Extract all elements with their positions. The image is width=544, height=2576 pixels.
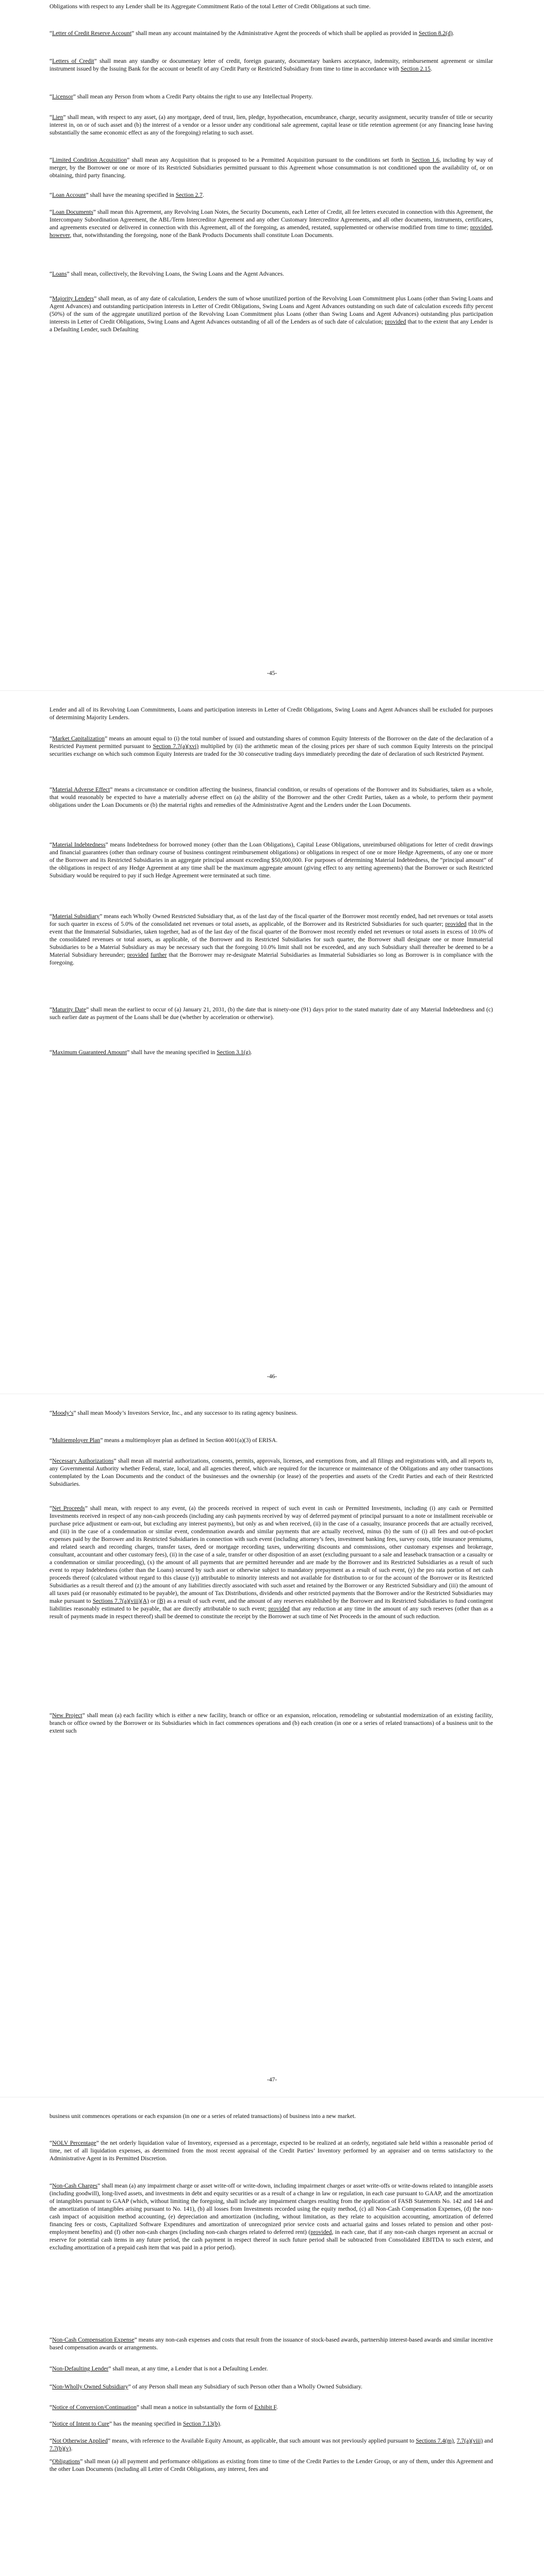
definition-paragraph <box>50 912 493 967</box>
paragraph-text: “ <box>50 2437 53 2444</box>
section-cross-reference-link[interactable]: Section 2.7 <box>175 192 203 198</box>
definition-paragraph <box>50 1436 493 1444</box>
paragraph-text: and <box>483 2437 493 2444</box>
section-cross-reference-link[interactable]: Section 7.13(b) <box>183 2420 220 2427</box>
page <box>0 1406 544 2092</box>
paragraph-text: ” shall mean all material authorizations, consents, permits, approvals, licenses, and exemptions from, and all filings and registrations with, and all reports to, any Governmental Authority whether Federal, state, local, and all agencies thereof, which are required for the incurrence or maintenance of the Obligations and any other transactions contemplated by the Loan Documents and the conduct of the businesses and the ownership (or lease) of the properties and assets of the Credit Parties and each of their Restricted Subsidiaries. <box>50 1458 493 1487</box>
definition-paragraph <box>50 841 493 879</box>
paragraph-text: “ <box>50 2383 53 2390</box>
defined-term: provided <box>310 2229 332 2235</box>
defined-term: Non-Defaulting Lender <box>52 2365 109 2372</box>
paragraph-text: “ <box>50 2458 53 2465</box>
defined-term: Letter of Credit Reserve Account <box>52 30 132 37</box>
paragraph-text: “ <box>50 1458 53 1464</box>
page <box>0 2110 544 2576</box>
defined-term: Non-Wholly Owned Subsidiary <box>52 2383 128 2390</box>
paragraph-text: “ <box>50 93 53 100</box>
paragraph-text: ” shall mean the earliest to occur of (a) January 21, 2031, (b) the date that is ninety-one (91) days prior to the stated maturity date of any Material Indebtedness and (c) such earlier date as payment of the Loans shall be due (whether by acceleration or otherwise). <box>50 1006 493 1021</box>
paragraph-text: ” means a multiemployer plan as defined in Section 4001(a)(3) of ERISA. <box>100 1437 278 1444</box>
paragraph-text: “ <box>50 2336 53 2343</box>
section-cross-reference-link[interactable]: Sections 7.4(m) <box>416 2437 454 2444</box>
paragraph-text: “ <box>50 58 53 64</box>
definition-paragraph <box>50 706 493 721</box>
defined-term: Non-Cash Charges <box>52 2182 98 2189</box>
defined-term: New Project <box>52 1712 83 1719</box>
definition-paragraph <box>50 93 493 100</box>
paragraph-text: ” shall mean Moody’s Investors Service, Inc., and any successor to its rating agency business. <box>73 1410 298 1416</box>
definition-paragraph <box>50 113 493 137</box>
defined-term: however <box>50 232 70 239</box>
definition-paragraph <box>50 1006 493 1021</box>
section-cross-reference-link[interactable]: Section 1.6 <box>411 157 440 163</box>
paragraph-text: “ <box>50 841 53 848</box>
paragraph-text: ” means an amount equal to (i) the total number of issued and outstanding shares of common Equity Interests of the Borrower on the date of the declaration of a Restricted Payment permitted pursuant to <box>50 735 493 750</box>
paragraph-text: ” of any Person shall mean any Subsidiary of such Person other than a Wholly Owned Subsidiary. <box>128 2383 362 2390</box>
paragraph-text: ” shall mean (a) each facility which is either a new facility, branch or office or an expansion, relocation, remodeling or substantial modernization of an existing facility, branch or office owned by the Borrower or its Subsidiaries which in fact commences operations and (b) each creation (in one or a series of related transactions) of a business unit to the extent such <box>50 1712 493 1734</box>
defined-term: Letters of Credit <box>52 58 94 64</box>
definition-paragraph <box>50 2458 493 2473</box>
paragraph-text: ” shall mean, with respect to any event, (a) the proceeds received in respect of such event in cash or Permitted Investments, including (i) any cash or Permitted Investments received in respect of any non-cash proceeds (including any cash payments received by way of deferred payment of principal pursuant to a note or installment receivable or purchase price adjustment or earn-out, but excluding any interest payments), but only as and when received, (ii) in the case of a casualty, insurance proceeds that are actually received, and (iii) in the case of a condemnation or similar event, condemnation awards and similar payments that are actually received, minus (b) the sum of (i) all fees and out-of-pocket expenses paid by the Borrower and its Restricted Subsidiaries in connection with such event (including attorney’s fees, investment banking fees, survey costs, title insurance premiums, and related search and recording charges, transfer taxes, deed or mortgage recording taxes, underwriting discounts and commissions, other customary expenses and brokerage, consultant, accountant and other customary fees), (ii) in the case of a sale, transfer or other disposition of an asset (excluding pursuant to a sale and leaseback transaction or a casualty or a condemnation or similar proceeding), (x) the amount of all payments that are permitted hereunder and are made by the Borrower and its Restricted Subsidiaries as a result of such event to repay Indebtedness (other than the Loans) secured by such asset or otherwise subject to mandatory prepayment as a result of such event, (y) the pro rata portion of net cash proceeds thereof (calculated without regard to this clause (y)) attributable to minority interests and not available for distribution to or for the account of the Borrower or its Restricted Subsidiaries as a result thereof and (z) the amount of any liabilities directly associated with such asset and retained by the Borrower or any Restricted Subsidiary and (iii) the amount of all taxes paid (or reasonably estimated to be payable), the amount of Tax Distributions, dividends and other restricted payments that the Borrower and/or the Restricted Subsidiaries may make pursuant to <box>50 1505 493 1604</box>
defined-term: Multiemployer Plan <box>52 1437 101 1444</box>
paragraph-text: that to the extent that any Lender is a Defaulting Lender, such Defaulting <box>50 318 493 333</box>
defined-term: Moody’s <box>52 1410 74 1416</box>
paragraph-text: ” has the meaning specified in <box>109 2420 183 2427</box>
paragraph-text: ” shall mean, at any time, a Lender that is not a Defaulting Lender. <box>108 2365 268 2372</box>
paragraph-text: “ <box>50 913 53 920</box>
paragraph-text: . <box>430 65 432 72</box>
definition-paragraph <box>50 735 493 758</box>
paragraph-text: . <box>202 192 204 198</box>
defined-term: Not Otherwise Applied <box>52 2437 108 2444</box>
paragraph-text: “ <box>50 1049 53 1056</box>
paragraph-text: . <box>71 2445 73 2452</box>
paragraph-text: . <box>220 2420 222 2427</box>
definition-paragraph <box>50 295 493 333</box>
defined-term: Non-Cash Compensation Expense <box>52 2336 135 2343</box>
definition-paragraph <box>50 1457 493 1488</box>
paragraph-text: Lender and all of its Revolving Loan Commitments, Loans and participation interests in Letter of Credit Obligations, Swing Loans and Agent Advances shall be excluded for purposes of determining Majority Lenders. <box>50 706 493 721</box>
definition-paragraph <box>50 2365 493 2372</box>
paragraph-text: . <box>250 1049 252 1056</box>
defined-term: Net Proceeds <box>52 1505 85 1512</box>
paragraph-text: ” shall mean, collectively, the Revolving Loans, the Swing Loans and the Agent Advances. <box>67 270 284 277</box>
paragraph-text: ” shall mean, as of any date of calculation, Lenders the sum of whose unutilized portion of the Revolving Loan Commitment plus Loans (other than Swing Loans and Agent Advances) and outstanding participation interests in Letter of Credit Obligations, Swing Loans and Agent Advances outstanding on such date of calculation exceeds fifty percent (50%) of the sum of the aggregate unutilized portion of the Revolving Loan Commitment plus Loans (other than Swing Loans and Agent Advances) outstanding plus participation interests in Letter of Credit Obligations, Swing Loans and Agent Advances outstanding of all of the Lenders as of such date of calculation; <box>50 295 493 325</box>
defined-term: provided <box>385 318 406 325</box>
paragraph-text: that in the event that the Immaterial Subsidiaries, taken together, had as of the last day of the fiscal quarter of the Borrower most recently ended net revenues or total assets in excess of 10.0% of the consolidated revenues or total assets, as applicable, of the Borrower and its Restricted Subsidiaries for such quarter, the Borrower shall designate one or more Immaterial Subsidiaries to be a Material Subsidiary as may be necessary such that the foregoing 10.0% limit shall not be exceeded, and any such Subsidiary shall thereafter be deemed to be a Material Subsidiary hereunder; <box>50 921 493 958</box>
paragraph-text: “ <box>50 2420 53 2427</box>
paragraph-text: “ <box>50 2404 53 2411</box>
section-cross-reference-link[interactable]: Section 8.2(d) <box>419 30 453 37</box>
defined-term: provided <box>445 921 467 927</box>
defined-term: Maturity Date <box>52 1006 87 1013</box>
defined-term: Market Capitalization <box>52 735 105 742</box>
paragraph-text: ” shall mean (a) all payment and performance obligations as existing from time to time of the Credit Parties to the Lender Group, or any of them, under this Agreement and the other Loan Documents (including all Letter of Credit Obligations, any interest, fees and <box>50 2458 493 2472</box>
defined-term: Material Adverse Effect <box>52 786 110 793</box>
definition-paragraph <box>50 2112 493 2120</box>
paragraph-text: “ <box>50 192 53 198</box>
defined-term: provided <box>127 952 149 958</box>
paragraph-text: “ <box>50 1410 53 1416</box>
page-separator <box>0 690 544 691</box>
paragraph-text: “ <box>50 114 53 121</box>
defined-term: Maximum Guaranteed Amount <box>52 1049 127 1056</box>
paragraph-text: “ <box>50 735 53 742</box>
paragraph-text: ” means each Wholly Owned Restricted Subsidiary that, as of the last day of the fiscal quarter of the Borrower most recently ended, had net revenues or total assets for such quarter in excess of 5.0% of the consolidated net revenues or total assets, as applicable, of the Borrower and its Restricted Subsidiaries for such quarter; <box>50 913 493 927</box>
paragraph-text: , <box>491 224 493 231</box>
defined-term: Necessary Authorizations <box>52 1458 114 1464</box>
paragraph-text: “ <box>50 30 53 37</box>
paragraph-text: . <box>276 2404 278 2411</box>
defined-term: Limited Condition Acquisition <box>52 157 127 163</box>
definition-paragraph <box>50 2336 493 2351</box>
paragraph-text: , in each case, that if any non-cash charges represent an accrual or reserve for potential cash items in any future period, the cash payment in respect thereof in such future period shall be subtracted from Consolidated EBITDA to such extent, and excluding amortization of a prepaid cash item that was paid in a prior period). <box>50 2229 493 2251</box>
paragraph-text: that any reduction at any time in the amount of any such reserves (other than as a result of payments made in respect thereof) shall be deemed to constitute the receipt by the Borrower at such time of Net Proceeds in the amount of such reduction. <box>50 1605 493 1620</box>
section-cross-reference-link[interactable]: Section 3.1(g) <box>217 1049 251 1056</box>
paragraph-text: as a result of such event, and the amount of any reserves established by the Borrower and its Restricted Subsidiaries to fund contingent liabilities reasonably estimated to be payable, that are directly attributable to such event; <box>50 1598 493 1612</box>
section-cross-reference-link[interactable]: 7.7(b)(v) <box>50 2445 71 2452</box>
definition-paragraph <box>50 786 493 809</box>
paragraph-text: “ <box>50 270 53 277</box>
definition-paragraph <box>50 156 493 179</box>
paragraph-text: “ <box>50 295 53 302</box>
paragraph-text: ” shall mean any account maintained by the Administrative Agent the proceeds of which shall be applied as provided in <box>131 30 419 37</box>
definition-paragraph <box>50 1409 493 1417</box>
section-cross-reference-link[interactable]: (B) <box>157 1598 166 1604</box>
paragraph-text: , <box>453 2437 457 2444</box>
definition-paragraph <box>50 1048 493 1056</box>
paragraph-text: ” shall have the meaning specified in <box>127 1049 217 1056</box>
paragraph-text: or <box>149 1598 157 1604</box>
paragraph-text: “ <box>50 209 53 215</box>
defined-term: Loan Documents <box>52 209 93 215</box>
paragraph-text: . <box>452 30 454 37</box>
page-number: -47- <box>267 2076 277 2083</box>
paragraph-text: ” shall mean, with respect to any asset, (a) any mortgage, deed of trust, lien, pledge, hypothecation, encumbrance, charge, security assignment, security transfer of title or security interest in, on or of such asset and (b) the interest of a vendor or a lessor under any conditional sale agreement, capital lease or title retention agreement (or any financing lease having substantially the same economic effect as any of the foregoing) relating to such asset. <box>50 114 493 136</box>
definition-paragraph <box>50 2420 493 2428</box>
page <box>0 0 544 685</box>
paragraph-text: Obligations with respect to any Lender shall be its Aggregate Commitment Ratio of the total Letter of Credit Obligations at such time. <box>50 3 371 10</box>
paragraph-text: ” means a circumstance or condition affecting the business, financial condition, or results of operations of the Borrower and its Subsidiaries, taken as a whole, that would reasonably be expected to have a materially adverse effect on (a) the ability of the Borrower and the other Credit Parties, taken as a whole, to perform their payment obligations under the Loan Documents or (b) the material rights and remedies of the Administrative Agent and the Lenders under the Loan Documents. <box>50 786 493 808</box>
paragraph-text: “ <box>50 1505 53 1512</box>
paragraph-text: “ <box>50 2140 53 2146</box>
paragraph-text: ” shall mean a notice in substantially the form of <box>136 2404 255 2411</box>
paragraph-text: ” shall mean this Agreement, any Revolving Loan Notes, the Security Documents, each Letter of Credit, all fee letters executed in connection with this Agreement, the Intercompany Subordination Agreement, the ABL/Term Intercreditor Agreement and any other Customary Intercreditor Agreements, and all other documents, instruments, certificates, and agreements executed or delivered in connection with this Agreement, all of the foregoing, as amended, restated, supplemented or otherwise modified from time to time; <box>50 209 493 231</box>
defined-term: Notice of Intent to Cure <box>52 2420 109 2427</box>
paragraph-text: ” means Indebtedness for borrowed money (other than the Loan Obligations), Capital Lease Obligations, unreimbursed obligations for letter of credit drawings and financial guarantees (other than ordinary course of business contingent reimbursement obligations) or obligations in respect of one or more Hedge Agreements, of any one or more of the Borrower and its Restricted Subsidiaries in an aggregate principal amount exceeding $50,000,000. For purposes of determining Material Indebtedness, the “principal amount” of the obligations in respect of any Hedge Agreement at any time shall be the maximum aggregate amount (giving effect to any netting agreements) that the Borrower or such Restricted Subsidiary would be required to pay if such Hedge Agreement were terminated at such time. <box>50 841 493 879</box>
paragraph-text: “ <box>50 786 53 793</box>
defined-term: Loan Account <box>52 192 86 198</box>
definition-paragraph <box>50 270 493 278</box>
definition-paragraph <box>50 1711 493 1735</box>
defined-term: provided <box>268 1605 290 1612</box>
definition-paragraph <box>50 3 493 10</box>
section-cross-reference-link[interactable]: Section 7.7(a)(xvi) <box>153 743 199 750</box>
page-number: -45- <box>267 670 277 676</box>
defined-term: Material Subsidiary <box>52 913 100 920</box>
defined-term: Licensor <box>52 93 73 100</box>
definition-paragraph <box>50 208 493 239</box>
paragraph-text: , that, notwithstanding the foregoing, none of the Bank Products Documents shall constitute Loan Documents. <box>70 232 334 239</box>
definition-paragraph <box>50 2403 493 2411</box>
defined-term: Loans <box>52 270 67 277</box>
paragraph-text: “ <box>50 1437 53 1444</box>
paragraph-text: ” means any non-cash expenses and costs that result from the issuance of stock-based awards, partnership interest-based awards and similar incentive based compensation awards or arrangements. <box>50 2336 493 2351</box>
section-cross-reference-link[interactable]: Exhibit F <box>254 2404 276 2411</box>
paragraph-text: ” shall have the meaning specified in <box>86 192 176 198</box>
paragraph-text: ” shall mean any standby or documentary letter of credit, foreign guaranty, documentary bankers acceptance, indemnity, reimbursement agreement or similar instrument issued by the Issuing Bank for the account or benefit of any Credit Party or Restricted Subsidiary from time to time in accordance with <box>50 58 493 72</box>
defined-term: Lien <box>52 114 63 121</box>
defined-term: Majority Lenders <box>52 295 94 302</box>
paragraph-text: “ <box>50 157 53 163</box>
definition-paragraph <box>50 2437 493 2452</box>
defined-term: further <box>150 952 167 958</box>
definition-paragraph <box>50 1504 493 1620</box>
defined-term: NOLV Percentage <box>52 2140 96 2146</box>
paragraph-text: ” shall mean (a) any impairment charge or asset write-off or write-down, including impairment charges or asset write-offs or write-downs related to intangible assets (including goodwill), long-lived assets, and investments in debt and equity securities or as a result of a change in law or regulation, in each case pursuant to GAAP, and the amortization of intangibles pursuant to GAAP (which, without limiting the foregoing, shall include any impairment charges resulting from the application of FASB Statements No. 142 and 144 and the amortization of intangibles arising pursuant to No. 141), (b) all losses from Investments recorded using the equity method, (c) all Non-Cash Compensation Expenses, (d) the non-cash impact of acquisition method accounting, (e) depreciation and amortization (including, without limitation, as they relate to acquisition accounting, amortization of deferred financing fees or costs, Capitalized Software Expenditures and amortization of unrecognized prior service costs and actuarial gains and losses related to pension and other post-employment benefits) and (f) other non-cash charges (including non-cash charges related to deferred rent) ( <box>50 2182 493 2235</box>
paragraph-text: ” shall mean any Acquisition that is proposed to be a Permitted Acquisition pursuant to the conditions set forth in <box>127 157 412 163</box>
section-cross-reference-link[interactable]: 7.7(a)(viii) <box>456 2437 483 2444</box>
defined-term: Notice of Conversion/Continuation <box>52 2404 137 2411</box>
paragraph-text: ” means, with reference to the Available Equity Amount, as applicable, that such amount was not previously applied pursuant to <box>107 2437 416 2444</box>
defined-term: provided <box>470 224 492 231</box>
definition-paragraph <box>50 2182 493 2251</box>
paragraph-text: ” the net orderly liquidation value of Inventory, expressed as a percentage, expected to be realized at an orderly, negotiated sale held within a reasonable period of time, net of all liquidation expenses, as determined from the most recent appraisal of the Credit Parties’ Inventory performed by an appraiser and on terms satisfactory to the Administrative Agent in its Permitted Discretion. <box>50 2140 493 2162</box>
paragraph-text: “ <box>50 2365 53 2372</box>
definition-paragraph <box>50 2383 493 2391</box>
paragraph-text: “ <box>50 2182 53 2189</box>
page <box>0 703 544 1388</box>
definition-paragraph <box>50 2139 493 2162</box>
paragraph-text: multiplied by (ii) the arithmetic mean of the closing prices per share of such common Equity Interests on the principal securities exchange on which such common Equity Interests are traded for the 30 consecutive trading days immediately preceding the date of declaration of such Restricted Payment. <box>50 743 493 757</box>
definition-paragraph <box>50 191 493 199</box>
paragraph-text: ” shall mean any Person from whom a Credit Party obtains the right to use any Intellectual Property. <box>73 93 313 100</box>
defined-term: Material Indebtedness <box>52 841 106 848</box>
section-cross-reference-link[interactable]: Sections 7.7(a)(viii)(A) <box>92 1598 149 1604</box>
paragraph-text: , including by way of merger, by the Borrower or one or more of its Restricted Subsidiaries permitted pursuant to this Agreement whose consummation is not conditioned upon the availability of, or on obtaining, third party financing. <box>50 157 493 179</box>
paragraph-text: that the Borrower may re-designate Material Subsidiaries as Immaterial Subsidiaries so long as Borrower is in compliance with the foregoing. <box>50 952 493 966</box>
page-number: -46- <box>267 1373 277 1380</box>
paragraph-text: business unit commences operations or each expansion (in one or a series of related transactions) of business into a new market. <box>50 2113 356 2120</box>
defined-term: Obligations <box>52 2458 80 2465</box>
definition-paragraph <box>50 57 493 73</box>
paragraph-text: “ <box>50 1712 53 1719</box>
section-cross-reference-link[interactable]: Section 2.15 <box>400 65 431 72</box>
paragraph-text: “ <box>50 1006 53 1013</box>
definition-paragraph <box>50 29 493 37</box>
